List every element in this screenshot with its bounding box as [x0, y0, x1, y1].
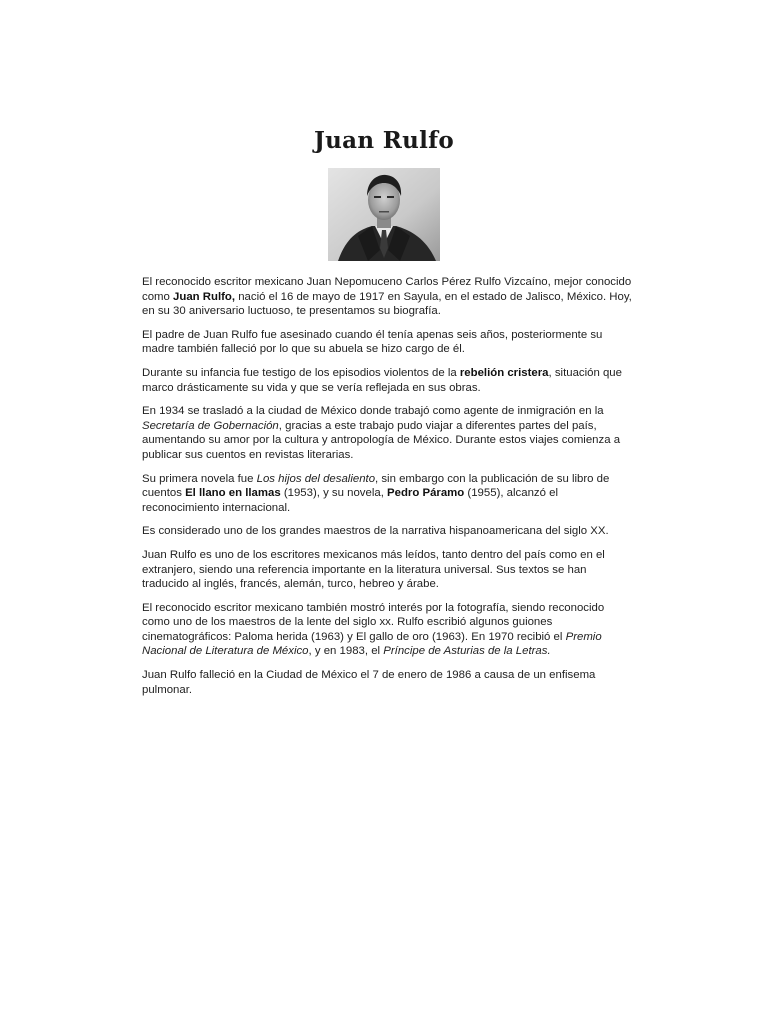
text-span: , gracias a este trabajo pudo viajar a diferentes partes del país, aumentando su amor por la cultura y antropología de México. Durante estos viajes comienza a publicar sus cuentos en revistas literarias.: [142, 419, 621, 461]
paragraph-4: [142, 404, 632, 462]
paragraph-9: Juan Rulfo falleció en la Ciudad de México el 7 de enero de 1986 a causa de un enfisema pulmonar.: [142, 669, 596, 696]
text-span: (1955), alcanzó el reconocimiento internacional.: [142, 487, 558, 514]
paragraph-6: Es considerado uno de los grandes maestros de la narrativa hispanoamericana del siglo XX.: [142, 525, 609, 538]
text-span: Su primera novela fue: [142, 472, 257, 485]
paragraph-2: El padre de Juan Rulfo fue asesinado cuando él tenía apenas seis años, posteriormente su madre también falleció por lo que su abuela se hizo cargo de él.: [142, 328, 603, 356]
paragraph-1: [142, 275, 632, 319]
text-span: (1953), y su novela,: [280, 487, 388, 500]
text-span: , y en 1983, el: [308, 645, 384, 658]
text-span: , sin embargo con la publicación de su libro de cuentos: [142, 472, 610, 500]
text-span: El reconocido escritor mexicano Juan Nepomuceno Carlos Pérez Rulfo Vizcaíno, mejor conocido como: [142, 276, 632, 303]
portrait-photo: [328, 168, 440, 261]
paragraph-3: [142, 366, 632, 395]
text-span: En 1934 se trasladó a la ciudad de México donde trabajó como agente de inmigración en la: [142, 405, 604, 418]
page-title: Juan Rulfo: [313, 127, 455, 154]
paragraph-7: Juan Rulfo es uno de los escritores mexicanos más leídos, tanto dentro del país como en el extranjero, siendo una referencia importante en la literatura universal. Sus textos se han traducido al inglés, francés, alemán, turco, hebreo y árabe.: [142, 548, 605, 591]
text-span: El reconocido escritor mexicano también mostró interés por la fotografía, siendo reconocido como uno de los maestros de la lente del siglo xx. Rulfo escribió algunos guiones cinematográficos: Paloma herida (1963) y El gallo de oro (1963). En 1970 recibió el: [142, 601, 605, 643]
italic-award: Príncipe de Asturias de la Letras.: [383, 645, 551, 658]
bold-name: Juan Rulfo,: [173, 290, 236, 303]
text-span: , situación que marco drásticamente su vida y que se vería reflejada en sus obras.: [142, 366, 622, 394]
biography-text: [142, 275, 632, 706]
paragraph-5: [142, 472, 632, 516]
bold-title: El llano en llamas: [185, 487, 281, 500]
italic-award: Premio Nacional de Literatura de México: [142, 630, 602, 658]
bold-term: rebelión cristera: [459, 366, 549, 379]
text-span: Durante su infancia fue testigo de los episodios violentos de la: [142, 366, 460, 379]
italic-term: Secretaría de Gobernación: [142, 419, 279, 432]
text-span: nació el 16 de mayo de 1917 en Sayula, en el estado de Jalisco, México. Hoy, en su 30 aniversario luctuoso, te presentamos su biografía.: [142, 290, 632, 318]
bold-title: Pedro Páramo: [387, 487, 465, 500]
italic-title: Los hijos del desaliento: [256, 472, 376, 485]
paragraph-8: [142, 601, 632, 659]
